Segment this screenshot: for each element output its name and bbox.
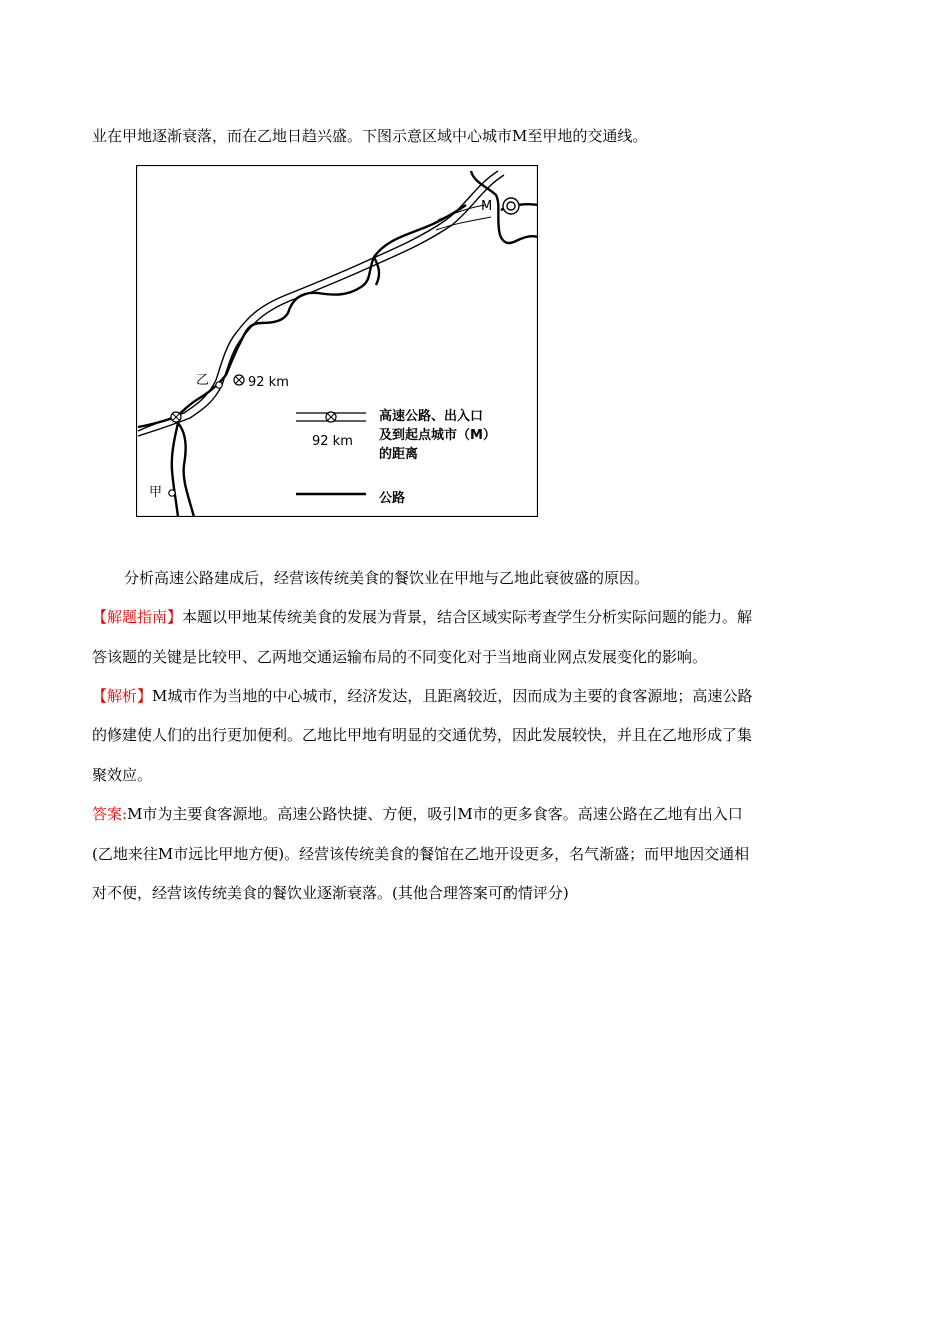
place-jia-label: 甲 xyxy=(149,485,163,500)
exit-symbol-yi xyxy=(234,375,244,385)
exit-distance-label: 92 km xyxy=(248,375,289,390)
guide-label: 【解题指南】 xyxy=(92,608,183,626)
guide-text-1: 本题以甲地某传统美食的发展为背景，结合区域实际考查学生分析实际问题的能力。解 xyxy=(182,608,753,626)
answer-line-1 xyxy=(92,804,743,824)
analysis-line-3: 聚效应。 xyxy=(92,766,153,784)
legend-expressway-distance: 92 km xyxy=(312,434,353,449)
question-line: 分析高速公路建成后，经营该传统美食的餐饮业在甲地与乙地此衰彼盛的原因。 xyxy=(124,569,650,587)
exit-symbol-junction xyxy=(171,412,181,422)
intro-line: 业在甲地逐渐衰落，而在乙地日趋兴盛。下图示意区域中心城市M至甲地的交通线。 xyxy=(92,127,648,145)
analysis-line-2: 的修建使人们的出行更加便利。乙地比甲地有明显的交通优势，因此发展较快，并且在乙地形成了集 xyxy=(92,726,753,744)
legend-expressway-line2: 及到起点城市（M） xyxy=(379,428,496,443)
answer-line-3: 对不便，经营该传统美食的餐饮业逐渐衰落。(其他合理答案可酌情评分) xyxy=(92,884,569,902)
answer-text-1: M市为主要食客源地。高速公路快捷、方便，吸引M市的更多食客。高速公路在乙地有出入口 xyxy=(127,805,743,823)
analysis-text-1: M城市作为当地的中心城市，经济发达，且距离较近，因而成为主要的食客源地；高速公路 xyxy=(152,687,753,705)
place-yi-label: 乙 xyxy=(196,373,210,388)
analysis-label: 【解析】 xyxy=(92,687,153,705)
answer-line-2: (乙地来往M市远比甲地方便)。经营该传统美食的餐馆在乙地开设更多，名气渐盛；而甲地因交通相 xyxy=(92,845,750,863)
guide-line-1 xyxy=(92,607,752,627)
city-m-symbol xyxy=(503,198,519,214)
legend-expressway-line3: 的距离 xyxy=(379,447,419,462)
answer-label: 答案: xyxy=(92,805,128,823)
legend-expressway-line1: 高速公路、出入口 xyxy=(379,409,484,424)
city-m-label: M xyxy=(481,199,493,214)
place-marker-jia xyxy=(169,490,175,496)
place-marker-yi xyxy=(216,382,222,388)
traffic-map-figure xyxy=(136,165,538,517)
analysis-line-1 xyxy=(92,686,752,706)
guide-line-2: 答该题的关键是比较甲、乙两地交通运输布局的不同变化对于当地商业网点发展变化的影响。 xyxy=(92,648,708,666)
legend-road-label: 公路 xyxy=(379,491,406,506)
map-frame xyxy=(137,166,538,517)
